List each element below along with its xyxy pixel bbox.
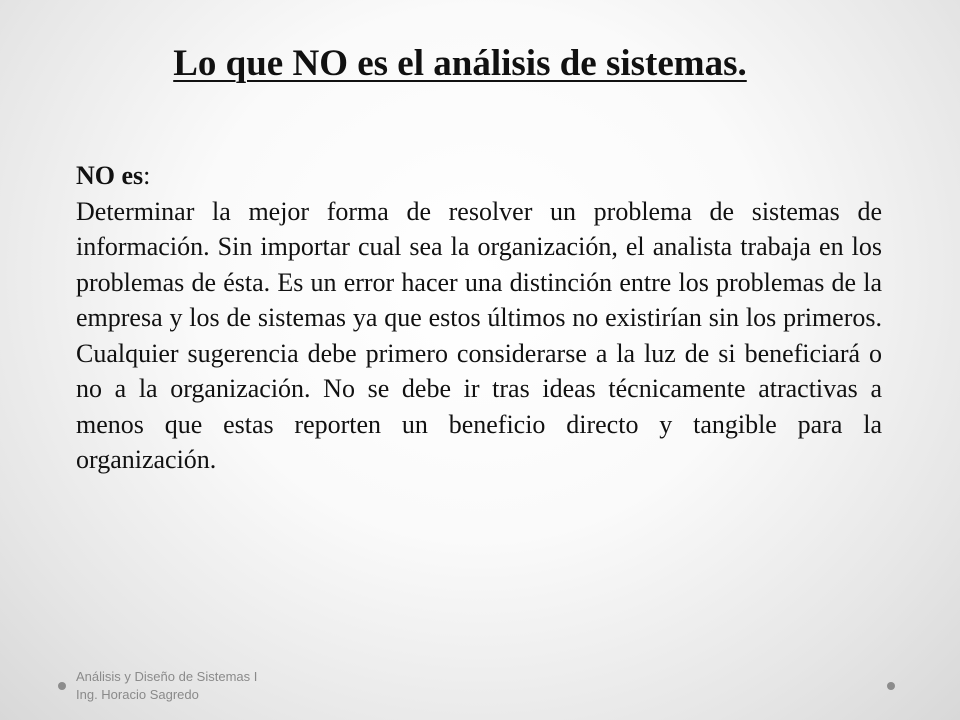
dot-icon-left <box>58 682 66 690</box>
content-block <box>76 158 882 478</box>
dot-icon-right <box>887 682 895 690</box>
heading-bold: NO es <box>76 161 144 190</box>
footer-author: Ing. Horacio Sagredo <box>76 687 199 702</box>
slide-title: Lo que NO es el análisis de sistemas. <box>173 43 747 84</box>
heading-suffix: : <box>143 161 151 190</box>
content-heading <box>76 158 882 194</box>
content-paragraph: Determinar la mejor forma de resolver un problema de sistemas de información. Sin importar cual sea la organización, el analista trabaja en los problemas de ésta. Es un error hacer una distinción entre los problemas de la empresa y los de sistemas ya que estos últimos no existirían sin los primeros. Cualquier sugerencia debe primero considerarse a la luz de si beneficiará o no a la organización. No se debe ir tras ideas técnicamente atractivas a menos que estas reporten un beneficio directo y tangible para la organización. <box>76 196 882 474</box>
footer <box>76 668 257 704</box>
footer-course: Análisis y Diseño de Sistemas I <box>76 669 258 684</box>
